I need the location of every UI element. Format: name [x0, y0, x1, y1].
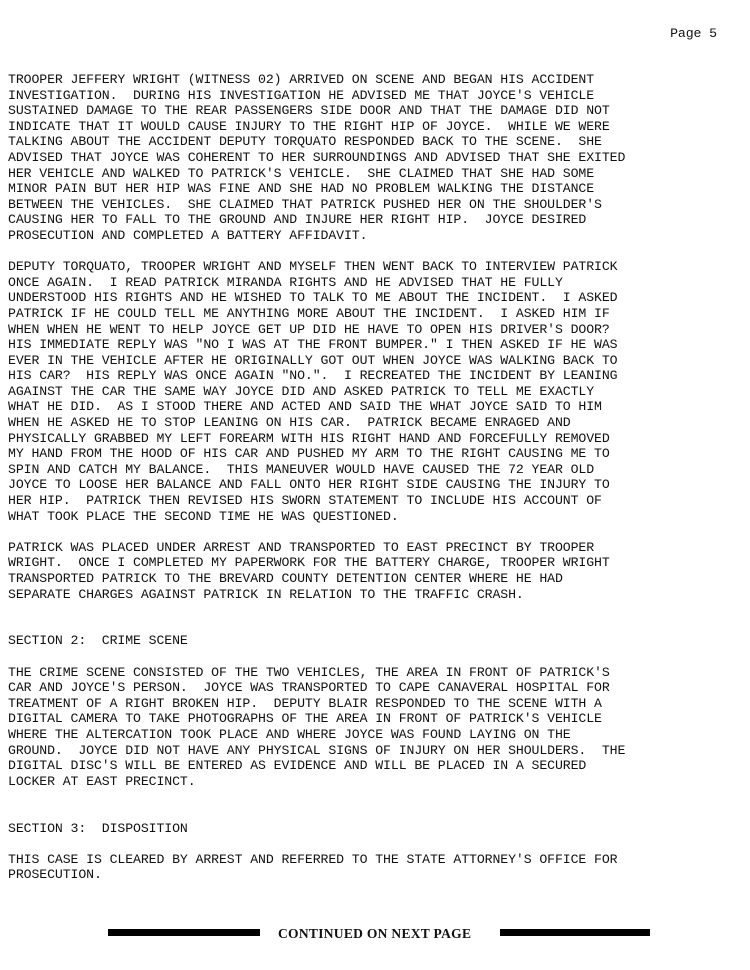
text-line: GROUND. JOYCE DID NOT HAVE ANY PHYSICAL SIGNS OF INJURY ON HER SHOULDERS. THE: [8, 742, 626, 758]
text-line: AGAINST THE CAR THE SAME WAY JOYCE DID AND ASKED PATRICK TO TELL ME EXACTLY: [8, 383, 595, 399]
section-2-heading: SECTION 2: CRIME SCENE: [8, 633, 188, 649]
text-line: THE CRIME SCENE CONSISTED OF THE TWO VEHICLES, THE AREA IN FRONT OF PATRICK'S: [8, 664, 610, 680]
text-line: TREATMENT OF A RIGHT BROKEN HIP. DEPUTY BLAIR RESPONDED TO THE SCENE WITH A: [8, 695, 602, 711]
text-line: HER VEHICLE AND WALKED TO PATRICK'S VEHICLE. SHE CLAIMED THAT SHE HAD SOME: [8, 165, 595, 181]
report-body: [8, 72, 748, 883]
paragraph-patrick-interview: [8, 259, 748, 524]
text-line: ONCE AGAIN. I READ PATRICK MIRANDA RIGHTS AND HE ADVISED THAT HE FULLY: [8, 274, 563, 290]
text-line: PROSECUTION AND COMPLETED A BATTERY AFFIDAVIT.: [8, 227, 368, 243]
text-line: WHAT TOOK PLACE THE SECOND TIME HE WAS QUESTIONED.: [8, 508, 399, 524]
text-line: MINOR PAIN BUT HER HIP WAS FINE AND SHE HAD NO PROBLEM WALKING THE DISTANCE: [8, 181, 595, 197]
text-line: WHEN HE ASKED HE TO STOP LEANING ON HIS CAR. PATRICK BECAME ENRAGED AND: [8, 415, 571, 431]
text-line: ADVISED THAT JOYCE WAS COHERENT TO HER SURROUNDINGS AND ADVISED THAT SHE EXITED: [8, 149, 626, 165]
text-line: WHEN WHEN HE WENT TO HELP JOYCE GET UP DID HE HAVE TO OPEN HIS DRIVER'S DOOR?: [8, 321, 610, 337]
text-line: HIS CAR? HIS REPLY WAS ONCE AGAIN "NO.". I RECREATED THE INCIDENT BY LEANING: [8, 368, 618, 384]
text-line: WHAT HE DID. AS I STOOD THERE AND ACTED AND SAID THE WHAT JOYCE SAID TO HIM: [8, 399, 602, 415]
text-line: PROSECUTION.: [8, 867, 102, 883]
page-number: Page 5: [670, 26, 717, 41]
text-line: JOYCE TO LOOSE HER BALANCE AND FALL ONTO HER RIGHT SIDE CAUSING THE INJURY TO: [8, 477, 610, 493]
section-3-heading: SECTION 3: DISPOSITION: [8, 820, 188, 836]
text-line: TROOPER JEFFERY WRIGHT (WITNESS 02) ARRIVED ON SCENE AND BEGAN HIS ACCIDENT: [8, 72, 595, 87]
text-line: THIS CASE IS CLEARED BY ARREST AND REFERRED TO THE STATE ATTORNEY'S OFFICE FOR: [8, 851, 618, 867]
text-line: PHYSICALLY GRABBED MY LEFT FOREARM WITH HIS RIGHT HAND AND FORCEFULLY REMOVED: [8, 430, 610, 446]
text-line: TALKING ABOUT THE ACCIDENT DEPUTY TORQUATO RESPONDED BACK TO THE SCENE. SHE: [8, 134, 602, 150]
text-line: PATRICK WAS PLACED UNDER ARREST AND TRANSPORTED TO EAST PRECINCT BY TROOPER: [8, 539, 595, 555]
text-line: TRANSPORTED PATRICK TO THE BREVARD COUNTY DETENTION CENTER WHERE HE HAD: [8, 571, 563, 586]
text-line: MY HAND FROM THE HOOD OF HIS CAR AND PUSHED MY ARM TO THE RIGHT CAUSING ME TO: [8, 446, 610, 462]
text-line: SUSTAINED DAMAGE TO THE REAR PASSENGERS SIDE DOOR AND THAT THE DAMAGE DID NOT: [8, 103, 610, 119]
paragraph-wright-investigation: [8, 72, 748, 244]
text-line: DIGITAL CAMERA TO TAKE PHOTOGRAPHS OF THE AREA IN FRONT OF PATRICK'S VEHICLE: [8, 711, 602, 727]
text-line: DEPUTY TORQUATO, TROOPER WRIGHT AND MYSELF THEN WENT BACK TO INTERVIEW PATRICK: [8, 259, 618, 275]
text-line: LOCKER AT EAST PRECINCT.: [8, 773, 196, 789]
text-line: INVESTIGATION. DURING HIS INVESTIGATION HE ADVISED ME THAT JOYCE'S VEHICLE: [8, 87, 595, 103]
text-line: SEPARATE CHARGES AGAINST PATRICK IN RELATION TO THE TRAFFIC CRASH.: [8, 586, 524, 602]
text-line: EVER IN THE VEHICLE AFTER HE ORIGINALLY GOT OUT WHEN JOYCE WAS WALKING BACK TO: [8, 352, 618, 368]
paragraph-arrest: [8, 540, 748, 602]
text-line: WHERE THE ALTERCATION TOOK PLACE AND WHERE JOYCE WAS FOUND LAYING ON THE: [8, 726, 571, 742]
footer-right-bar: [500, 929, 650, 936]
text-line: INDICATE THAT IT WOULD CAUSE INJURY TO THE RIGHT HIP OF JOYCE. WHILE WE WERE: [8, 118, 610, 134]
text-line: CAR AND JOYCE'S PERSON. JOYCE WAS TRANSPORTED TO CAPE CANAVERAL HOSPITAL FOR: [8, 680, 610, 696]
footer-left-bar: [108, 929, 260, 936]
text-line: WRIGHT. ONCE I COMPLETED MY PAPERWORK FOR THE BATTERY CHARGE, TROOPER WRIGHT: [8, 555, 610, 571]
text-line: HIS IMMEDIATE REPLY WAS "NO I WAS AT THE FRONT BUMPER." I THEN ASKED IF HE WAS: [8, 337, 618, 353]
text-line: BETWEEN THE VEHICLES. SHE CLAIMED THAT PATRICK PUSHED HER ON THE SHOULDER'S: [8, 196, 602, 212]
text-line: PATRICK IF HE COULD TELL ME ANYTHING MORE ABOUT THE INCIDENT. I ASKED HIM IF: [8, 305, 610, 321]
continued-footer: [0, 926, 750, 942]
text-line: CAUSING HER TO FALL TO THE GROUND AND INJURE HER RIGHT HIP. JOYCE DESIRED: [8, 212, 587, 228]
text-line: DIGITAL DISC'S WILL BE ENTERED AS EVIDENCE AND WILL BE PLACED IN A SECURED: [8, 758, 587, 774]
paragraph-disposition: [8, 852, 748, 883]
continued-label: CONTINUED ON NEXT PAGE: [278, 926, 472, 941]
text-line: SPIN AND CATCH MY BALANCE. THIS MANEUVER WOULD HAVE CAUSED THE 72 YEAR OLD: [8, 461, 595, 477]
text-line: UNDERSTOOD HIS RIGHTS AND HE WISHED TO TALK TO ME ABOUT THE INCIDENT. I ASKED: [8, 290, 618, 306]
paragraph-crime-scene: [8, 665, 748, 790]
text-line: HER HIP. PATRICK THEN REVISED HIS SWORN STATEMENT TO INCLUDE HIS ACCOUNT OF: [8, 493, 602, 509]
